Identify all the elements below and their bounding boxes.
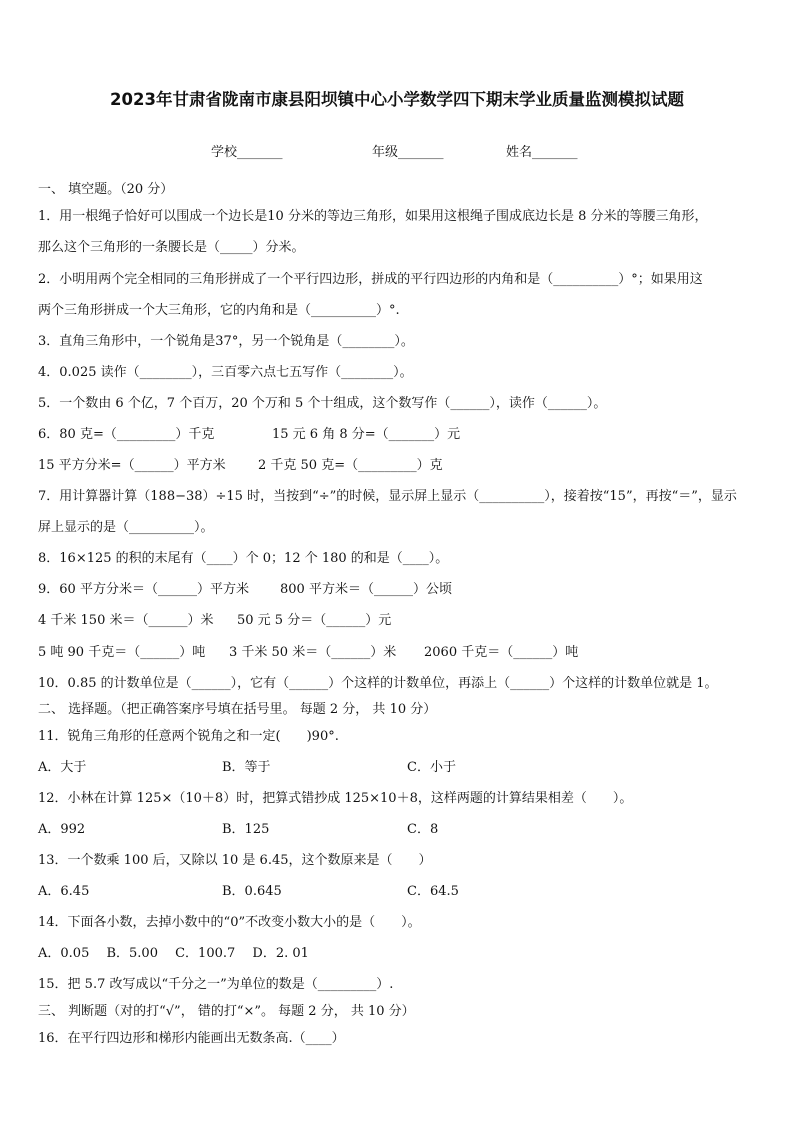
page-title: 2023年甘肃省陇南市康县阳坝镇中心小学数学四下期末学业质量监测模拟试题	[110, 90, 684, 109]
question-7-line-1: 7．用计算器计算（188−38）÷15 时，当按到“÷”的时候，显示屏上显示（__________），接着按“15”，再按“＝”，显示	[38, 489, 737, 504]
question-11-option-c: C．小于	[407, 760, 456, 775]
question-14-options: A．0.05 B．5.00 C．100.7 D．2. 01	[38, 946, 309, 961]
question-9-part-6: 3 千米 50 米＝（______）米	[229, 645, 397, 660]
question-2-line-2: 两个三角形拼成一个大三角形，它的内角和是（__________）°.	[38, 303, 400, 318]
question-6-part-3: 15 平方分米=（______）平方米	[38, 458, 226, 473]
question-3: 3．直角三角形中，一个锐角是37°，另一个锐角是（________）。	[38, 334, 414, 349]
question-9-part-5: 5 吨 90 千克＝（______）吨	[38, 645, 206, 660]
question-14: 14．下面各小数，去掉小数中的“0”不改变小数大小的是（ ）。	[38, 915, 421, 930]
question-9-part-4: 50 元 5 分＝（______）元	[237, 613, 392, 628]
question-7-line-2: 屏上显示的是（__________）。	[38, 520, 214, 535]
question-13-option-a: A．6.45	[38, 884, 90, 899]
question-13-option-b: B．0.645	[222, 884, 282, 899]
name-field: 姓名_______	[506, 145, 578, 160]
question-9-part-1: 9．60 平方分米＝（______）平方米	[38, 582, 249, 597]
question-12-option-b: B．125	[222, 822, 270, 837]
question-1-line-1: 1．用一根绳子恰好可以围成一个边长是10 分米的等边三角形，如果用这根绳子围成底边长是 8 分米的等腰三角形，	[38, 209, 708, 224]
section-fill-blank: 一、 填空题。（20 分）	[38, 182, 174, 197]
question-16: 16．在平行四边形和梯形内能画出无数条高.（____）	[38, 1031, 345, 1046]
section-multiple-choice: 二、 选择题。（把正确答案序号填在括号里。 每题 2 分， 共 10 分）	[38, 702, 437, 717]
question-4: 4．0.025 读作（________），三百零六点七五写作（________）。	[38, 365, 413, 380]
question-9-part-2: 800 平方米＝（______）公顷	[280, 582, 452, 597]
grade-field: 年级_______	[372, 145, 444, 160]
question-1-line-2: 那么这个三角形的一条腰长是（_____）分米。	[38, 240, 305, 255]
question-11-option-b: B．等于	[222, 760, 271, 775]
section-true-false: 三、 判断题（对的打“√”， 错的打“×”。 每题 2 分， 共 10 分）	[38, 1004, 415, 1019]
question-8: 8．16×125 的积的末尾有（____）个 0；12 个 180 的和是（____）。	[38, 551, 449, 566]
question-12: 12．小林在计算 125×（10＋8）时，把算式错抄成 125×10＋8，这样两题的计算结果相差（ ）。	[38, 791, 633, 806]
question-13-option-c: C．64.5	[407, 884, 459, 899]
question-2-line-1: 2．小明用两个完全相同的三角形拼成了一个平行四边形，拼成的平行四边形的内角和是（__________）°；如果用这	[38, 272, 703, 287]
question-13: 13．一个数乘 100 后，又除以 10 是 6.45，这个数原来是（ ）	[38, 853, 432, 868]
school-field: 学校_______	[211, 145, 283, 160]
question-9-part-7: 2060 千克＝（______）吨	[424, 645, 579, 660]
question-6-part-2: 15 元 6 角 8 分=（_______）元	[272, 427, 461, 442]
question-6-part-1: 6．80 克=（_________）千克	[38, 427, 215, 442]
question-15: 15．把 5.7 改写成以“千分之一”为单位的数是（_________）.	[38, 977, 394, 992]
question-9-part-3: 4 千米 150 米＝（______）米	[38, 613, 214, 628]
question-5: 5．一个数由 6 个亿，7 个百万，20 个万和 5 个十组成，这个数写作（______），读作（______）。	[38, 396, 607, 411]
question-11-option-a: A．大于	[38, 760, 87, 775]
question-12-option-a: A．992	[38, 822, 86, 837]
question-12-option-c: C．8	[407, 822, 439, 837]
question-10: 10．0.85 的计数单位是（______），它有（______）个这样的计数单位，再添上（______）个这样的计数单位就是 1。	[38, 676, 718, 691]
question-11: 11．锐角三角形的任意两个锐角之和一定( )90°.	[38, 729, 339, 744]
question-6-part-4: 2 千克 50 克=（_________）克	[258, 458, 443, 473]
